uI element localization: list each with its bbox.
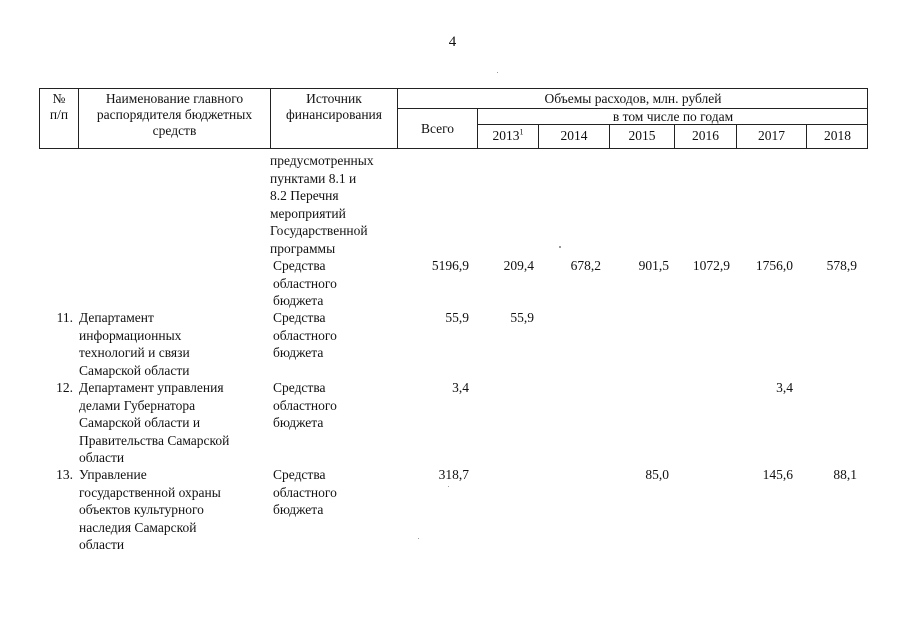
header-year-2017: 2017 (758, 128, 785, 143)
row-year-2017: 1756,0 (755, 258, 793, 273)
header-source: Источник финансирования (286, 91, 382, 122)
row-name: Департамент информационных технологий и связи Самарской области (79, 310, 190, 378)
header-volumes: Объемы расходов, млн. рублей (544, 91, 722, 106)
header-by-years: в том числе по годам (612, 109, 734, 124)
row-num: 13. (56, 467, 73, 482)
row-year-2017: 145,6 (762, 467, 793, 482)
row-year-2018: 578,9 (826, 258, 857, 273)
row-year-2015: 901,5 (638, 258, 669, 273)
table-header (39, 88, 868, 149)
row-source: предусмотренных пунктами 8.1 и 8.2 Перечня мероприятий Государственной программы (270, 153, 374, 256)
row-year-2014: 678,2 (570, 258, 601, 273)
row-num: 12. (56, 380, 73, 395)
row-num: 11. (56, 310, 73, 325)
row-year-2015: 85,0 (645, 467, 669, 482)
row-total: 55,9 (445, 310, 469, 325)
row-year-2016: 1072,9 (692, 258, 730, 273)
row-year-2017: 3,4 (776, 380, 793, 395)
scan-speck (448, 486, 449, 487)
row-total: 318,7 (438, 467, 469, 482)
page-number: 4 (448, 34, 457, 50)
row-total: 3,4 (452, 380, 469, 395)
scan-speck (497, 72, 498, 73)
header-year-2018: 2018 (824, 128, 851, 143)
row-source: Средства областного бюджета (273, 380, 337, 430)
header-name: Наименование главного распорядителя бюджетных средств (96, 91, 253, 138)
scan-speck (559, 246, 561, 248)
header-year-2013: 2013$^1$ (492, 127, 524, 143)
scan-speck (418, 538, 419, 539)
row-year-2018: 88,1 (833, 467, 857, 482)
row-name: Департамент управления делами Губернатора Самарской области и Правительства Самарской области (79, 380, 230, 465)
header-year-2014: 2014 (560, 128, 588, 143)
header-total: Всего (420, 121, 455, 136)
header-year-2015: 2015 (628, 128, 656, 143)
row-year-2013: 55,9 (510, 310, 534, 325)
row-year-2013: 209,4 (503, 258, 534, 273)
row-total: 5196,9 (431, 258, 469, 273)
header-num: № п/п (49, 91, 69, 122)
row-name: Управление государственной охраны объектов культурного наследия Самарской области (79, 467, 221, 552)
row-source: Средства областного бюджета (273, 467, 337, 517)
header-year-2016: 2016 (692, 128, 719, 143)
row-source: Средства областного бюджета (273, 310, 337, 360)
row-source: Средства областного бюджета (273, 258, 337, 308)
